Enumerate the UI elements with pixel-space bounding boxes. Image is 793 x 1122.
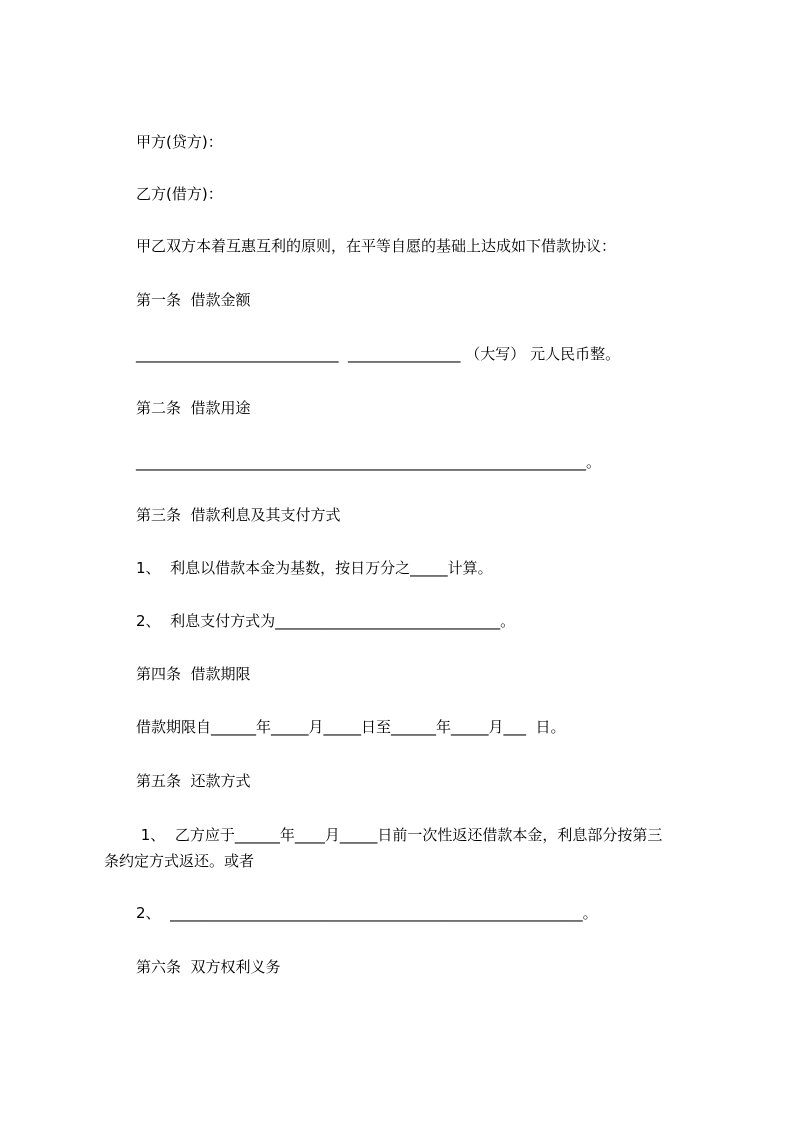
article-1-title: 第一条 借款金额 [136,291,251,309]
interest-payment-clause: 2、 利息支付方式为______________________________。 [136,612,516,630]
loan-purpose-line: ____________________________________________________________。 [136,453,602,471]
article-4-title: 第四条 借款期限 [136,665,251,683]
party-b-label: 乙方(借方)： [136,185,223,203]
party-a-label: 甲方(贷方)： [136,133,223,151]
article-6-title: 第六条 双方权利义务 [136,958,281,976]
article-2-title: 第二条 借款用途 [136,399,251,417]
article-3-title: 第三条 借款利息及其支付方式 [136,506,341,524]
interest-rate-clause: 1、 利息以借款本金为基数，按日万分之_____计算。 [136,559,493,577]
repayment-clause-1: 1、 乙方应于______年____月_____日前一次性返还借款本金，利息部分按第三 [136,826,663,844]
loan-term-line: 借款期限自______年_____月_____日至______年_____月___ 日。 [136,718,566,736]
repayment-clause-1-continued: 条约定方式返还。或者 [104,852,255,870]
repayment-clause-2: 2、 _______________________________________________________。 [136,904,598,922]
article-5-title: 第五条 还款方式 [136,772,251,790]
loan-amount-line: ___________________________ _______________ （大写） 元人民币整。 [136,345,621,363]
agreement-intro: 甲乙双方本着互惠互利的原则，在平等自愿的基础上达成如下借款协议： [136,237,617,255]
